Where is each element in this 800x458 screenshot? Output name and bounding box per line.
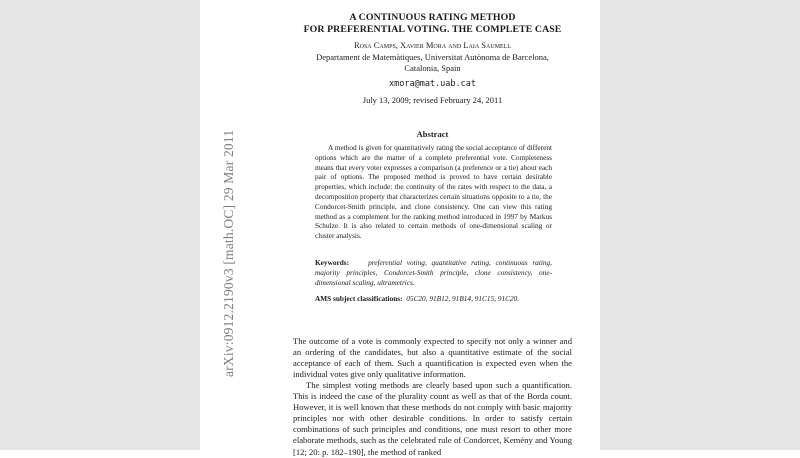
affiliation-line-2: Catalonia, Spain xyxy=(404,63,461,73)
affiliation xyxy=(290,52,575,74)
body-paragraph-1: The outcome of a vote is commonly expected to specify not only a winner and an ordering of the candidates, but also a quantitative estimate of the social acceptance of each of them. Such a quantification is expected even when the individual votes give only qualitative information. xyxy=(293,336,572,380)
paper-title xyxy=(290,12,575,36)
author-email: xmora@mat.uab.cat xyxy=(389,79,476,89)
abstract-heading: Abstract xyxy=(416,129,449,139)
title-line-2: FOR PREFERENTIAL VOTING. THE COMPLETE CASE xyxy=(303,24,562,35)
ams-codes: 05C20, 91B12, 91B14, 91C15, 91C20. xyxy=(406,294,520,303)
keywords-list: preferential voting, quantitative rating, continuous rating, majority principles, Condorcet-Smith principle, clone consistency, one-dimensional scaling, ultrametrics. xyxy=(315,258,552,287)
abstract-text: A method is given for quantitatively rating the social acceptance of different options which are the matter of a complete preferential vote. Completeness means that every voter expresses a comparison (a preference or a tie) about each pair of options. The proposed method is proved to have certain desirable properties, which include: the continuity of the rates with respect to the data, a decomposition property that characterizes certain situations opposite to a tie, the Condorcet-Smith principle, and clone consistency. One can view this rating method as a complement for the ranking method introduced in 1997 by Markus Schulze. It is also related to certain methods of one-dimensional scaling or cluster analysis. xyxy=(315,143,552,241)
body-paragraph-2: The simplest voting methods are clearly based upon such a quantification. This is indeed the case of the plurality count as well as that of the Borda count. However, it is well known that these methods do not comply with basic majority principles nor with other desirable conditions. In order to satisfy certain combinations of such principles and conditions, one must resort to other more elaborate methods, such as the celebrated rule of Condorcet, Kemény and Young [12; 20: p. 182–190], the method of ranked xyxy=(293,380,572,457)
arxiv-stamp: arXiv:0912.2190v3 [math.OC] 29 Mar 2011 xyxy=(221,129,236,377)
keywords xyxy=(315,258,552,287)
affiliation-line-1: Departament de Matemàtiques, Universitat Autònoma de Barcelona, xyxy=(316,52,549,62)
ams-classification xyxy=(315,294,565,304)
right-margin xyxy=(600,0,800,450)
ams-label: AMS subject classifications: xyxy=(315,294,403,303)
title-line-1: A CONTINUOUS RATING METHOD xyxy=(349,12,516,23)
keywords-label: Keywords: xyxy=(315,258,350,267)
paper-date: July 13, 2009; revised February 24, 2011 xyxy=(362,95,503,105)
authors: Rosa Camps, Xavier Mora and Laia Saumell xyxy=(353,40,512,50)
left-margin xyxy=(0,0,200,450)
